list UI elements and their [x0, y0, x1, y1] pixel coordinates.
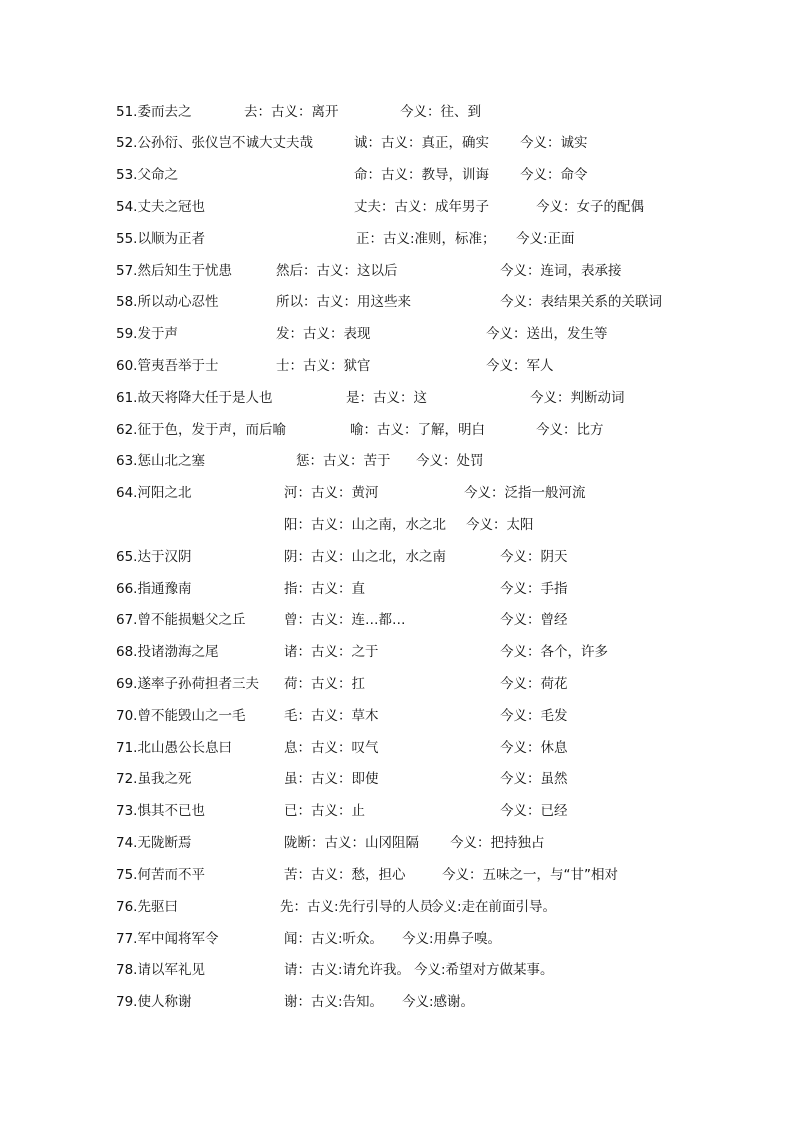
entry-modern-meaning: 今义：连词，表承接	[500, 263, 622, 279]
entry-row	[0, 291, 794, 313]
entry-phrase: 59.发于声	[116, 326, 178, 342]
entry-phrase: 79.使人称谢	[116, 994, 192, 1010]
entry-modern-meaning: 今义：女子的配偶	[536, 199, 644, 215]
entry-row	[0, 864, 794, 886]
entry-modern-meaning: 今义:走在前面引导。	[430, 899, 557, 915]
entry-row	[0, 323, 794, 345]
entry-modern-meaning: 今义：曾经	[500, 612, 568, 628]
entry-ancient-meaning: 虽：古义：即使	[284, 771, 379, 787]
entry-modern-meaning: 今义：太阳	[466, 517, 534, 533]
entry-modern-meaning: 今义：五味之一，与“甘”相对	[442, 867, 618, 883]
entry-ancient-meaning: 毛：古义：草木	[284, 708, 379, 724]
entry-modern-meaning: 今义：毛发	[500, 708, 568, 724]
entry-row	[0, 768, 794, 790]
entry-row	[0, 896, 794, 918]
entry-ancient-meaning: 然后：古义：这以后	[276, 263, 398, 279]
entry-ancient-meaning: 是：古义：这	[346, 390, 427, 406]
entry-ancient-meaning: 诸：古义：之于	[284, 644, 379, 660]
entry-phrase: 53.父命之	[116, 167, 178, 183]
entry-phrase: 73.惧其不已也	[116, 803, 205, 819]
entry-row	[0, 991, 794, 1013]
entry-ancient-meaning: 惩：古义：苦于	[296, 453, 391, 469]
entry-row	[0, 450, 794, 472]
entry-phrase: 55.以顺为正者	[116, 231, 205, 247]
entry-ancient-meaning: 谢：古义:告知。	[284, 994, 384, 1010]
entry-phrase: 61.故天将降大任于是人也	[116, 390, 273, 406]
entry-phrase: 71.北山愚公长息曰	[116, 740, 232, 756]
entry-ancient-meaning: 苦：古义：愁，担心	[284, 867, 406, 883]
entry-phrase: 60.管夷吾举于士	[116, 358, 219, 374]
entry-ancient-meaning: 阳：古义：山之南，水之北	[284, 517, 446, 533]
entry-modern-meaning: 今义:正面	[516, 231, 575, 247]
entry-ancient-meaning: 阴：古义：山之北，水之南	[284, 549, 446, 565]
entry-modern-meaning: 今义：往、到	[400, 104, 481, 120]
entry-ancient-meaning: 陇断：古义：山冈阻隔	[284, 835, 419, 851]
entry-ancient-meaning: 荷：古义：扛	[284, 676, 365, 692]
entry-phrase: 62.征于色，发于声，而后喻	[116, 422, 286, 438]
entry-modern-meaning: 今义：各个，许多	[500, 644, 608, 660]
entry-phrase: 68.投诸渤海之尾	[116, 644, 219, 660]
entry-modern-meaning: 今义：判断动词	[530, 390, 625, 406]
entry-modern-meaning: 今义：表结果关系的关联词	[500, 294, 662, 310]
entry-phrase: 51.委而去之	[116, 104, 192, 120]
entry-modern-meaning: 今义：命令	[520, 167, 588, 183]
entry-modern-meaning: 今义：泛指一般河流	[464, 485, 586, 501]
entry-modern-meaning: 今义：阴天	[500, 549, 568, 565]
entry-row	[0, 228, 794, 250]
entry-phrase: 70.曾不能毁山之一毛	[116, 708, 246, 724]
entry-row	[0, 673, 794, 695]
entry-row	[0, 355, 794, 377]
entry-ancient-meaning: 闻：古义:听众。	[284, 931, 384, 947]
entry-phrase: 74.无陇断焉	[116, 835, 192, 851]
entry-phrase: 77.军中闻将军令	[116, 931, 219, 947]
entry-ancient-meaning: 曾：古义：连…都…	[284, 612, 406, 628]
entry-row	[0, 387, 794, 409]
entry-ancient-meaning: 河：古义：黄河	[284, 485, 379, 501]
entry-ancient-meaning: 正：古义:准则，标准；	[356, 231, 496, 247]
entry-modern-meaning: 今义：虽然	[500, 771, 568, 787]
entry-phrase: 67.曾不能损魁父之丘	[116, 612, 246, 628]
entry-ancient-meaning: 士：古义：狱官	[276, 358, 371, 374]
entry-ancient-meaning: 喻：古义：了解，明白	[350, 422, 485, 438]
entry-modern-meaning: 今义:希望对方做某事。	[414, 962, 554, 978]
entry-phrase: 54.丈夫之冠也	[116, 199, 205, 215]
entry-row	[0, 800, 794, 822]
entry-ancient-meaning: 命：古义：教导，训诲	[354, 167, 489, 183]
entry-row	[0, 514, 794, 536]
entry-phrase: 57.然后知生于忧患	[116, 263, 232, 279]
entry-phrase: 65.达于汉阴	[116, 549, 192, 565]
entry-row	[0, 101, 794, 123]
entry-ancient-meaning: 丈夫：古义：成年男子	[354, 199, 489, 215]
entry-phrase: 64.河阳之北	[116, 485, 192, 501]
entry-phrase: 76.先驱曰	[116, 899, 178, 915]
entry-row	[0, 705, 794, 727]
entry-phrase: 69.遂率子孙荷担者三夫	[116, 676, 259, 692]
entry-phrase: 78.请以军礼见	[116, 962, 205, 978]
entry-modern-meaning: 今义:用鼻子嗅。	[402, 931, 502, 947]
entry-row	[0, 482, 794, 504]
entry-modern-meaning: 今义：手指	[500, 581, 568, 597]
entry-row	[0, 196, 794, 218]
entry-row	[0, 737, 794, 759]
entry-phrase: 52.公孙衍、张仪岂不诚大丈夫哉	[116, 135, 313, 151]
entry-row	[0, 578, 794, 600]
entry-row	[0, 419, 794, 441]
entry-phrase: 66.指通豫南	[116, 581, 192, 597]
entry-row	[0, 959, 794, 981]
entry-row	[0, 609, 794, 631]
entry-row	[0, 164, 794, 186]
entry-row	[0, 641, 794, 663]
entry-ancient-meaning: 指：古义：直	[284, 581, 365, 597]
entry-phrase: 75.何苦而不平	[116, 867, 205, 883]
entry-modern-meaning: 今义：荷花	[500, 676, 568, 692]
entry-row	[0, 260, 794, 282]
entry-row	[0, 546, 794, 568]
entry-row	[0, 132, 794, 154]
entry-ancient-meaning: 请：古义:请允许我。	[284, 962, 411, 978]
entry-ancient-meaning: 先：古义:先行引导的人员。	[280, 899, 447, 915]
entry-row	[0, 832, 794, 854]
entry-modern-meaning: 今义：把持独占	[450, 835, 545, 851]
entry-ancient-meaning: 发：古义：表现	[276, 326, 371, 342]
entry-ancient-meaning: 去：古义：离开	[244, 104, 339, 120]
entry-modern-meaning: 今义：送出，发生等	[486, 326, 608, 342]
entry-row	[0, 928, 794, 950]
entry-phrase: 72.虽我之死	[116, 771, 192, 787]
entry-modern-meaning: 今义：诚实	[520, 135, 588, 151]
entry-ancient-meaning: 已：古义：止	[284, 803, 365, 819]
entry-modern-meaning: 今义：比方	[536, 422, 604, 438]
entry-modern-meaning: 今义：已经	[500, 803, 568, 819]
entry-ancient-meaning: 所以：古义：用这些来	[276, 294, 411, 310]
entry-modern-meaning: 今义:感谢。	[402, 994, 475, 1010]
entry-phrase: 58.所以动心忍性	[116, 294, 219, 310]
entry-modern-meaning: 今义：休息	[500, 740, 568, 756]
entry-ancient-meaning: 诚：古义：真正，确实	[354, 135, 489, 151]
entry-phrase: 63.惩山北之塞	[116, 453, 205, 469]
entry-modern-meaning: 今义：处罚	[416, 453, 484, 469]
entry-ancient-meaning: 息：古义：叹气	[284, 740, 379, 756]
entry-modern-meaning: 今义：军人	[486, 358, 554, 374]
